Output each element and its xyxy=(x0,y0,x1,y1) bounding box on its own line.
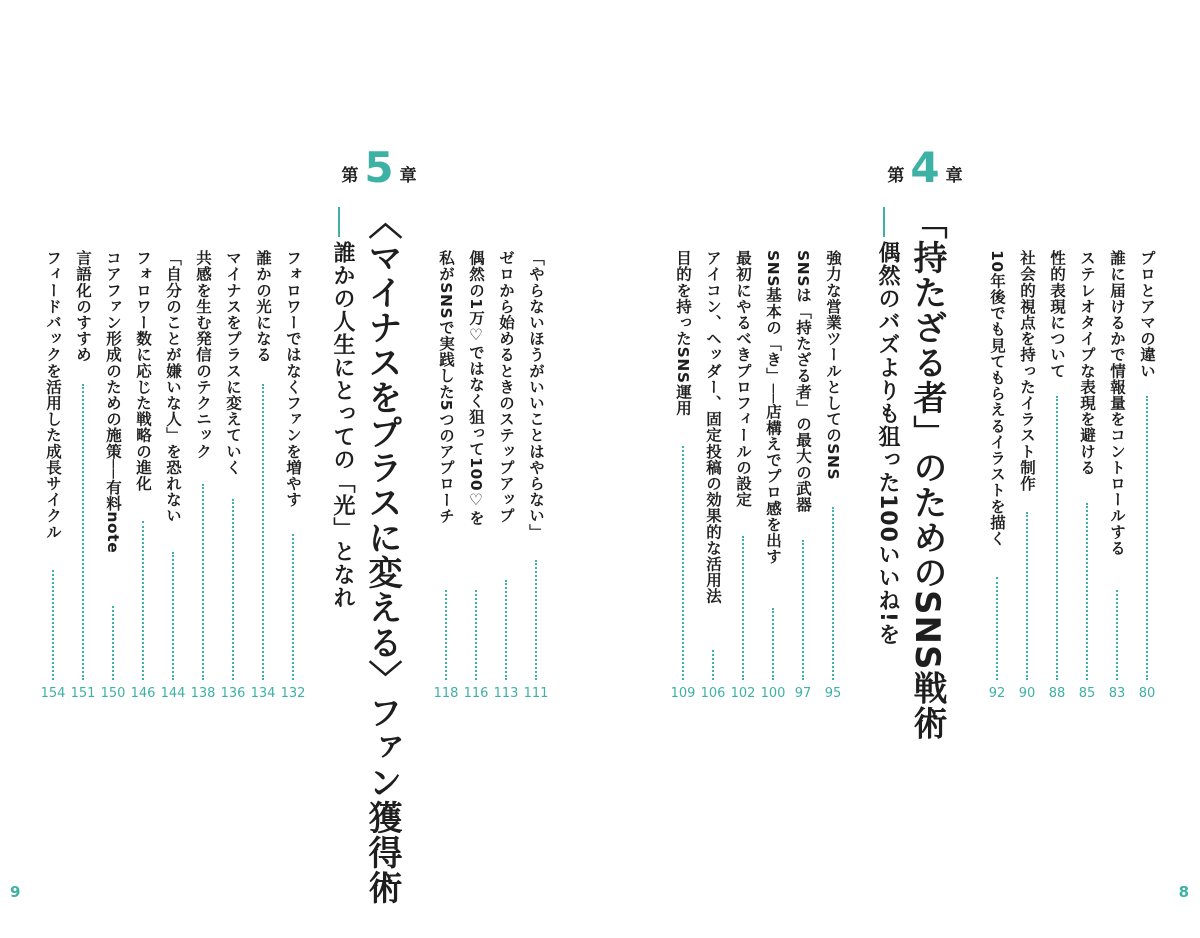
leader-dots xyxy=(996,577,998,680)
entry-page: 100 xyxy=(760,686,786,701)
entry-title: アイコン、ヘッダー、固定投稿の効果的な活用法 xyxy=(704,250,722,605)
entry-title: SNSは「持たざる者」の最大の武器 xyxy=(794,250,812,513)
page-number-right: 8 xyxy=(1178,883,1189,901)
entry-title: 目的を持ったSNS運用 xyxy=(674,250,692,416)
entry[interactable] xyxy=(702,250,724,702)
subtitle-dash xyxy=(338,207,340,237)
entry-title: 性的表現について xyxy=(1048,250,1066,379)
entry-title: ゼロから始めるときのステップアップ xyxy=(497,250,515,524)
entry[interactable] xyxy=(1136,250,1158,702)
leader-dots xyxy=(1116,590,1118,680)
entry-page: 116 xyxy=(463,686,489,701)
entry-title: 誰に届けるかで情報量をコントロールする xyxy=(1108,250,1126,556)
entry-title: 偶然の1万♡ではなく狙って100♡を xyxy=(467,250,485,526)
entry-page: 150 xyxy=(100,686,126,701)
entry[interactable] xyxy=(465,250,487,702)
page-number-left: 9 xyxy=(10,883,21,901)
chapter-prefix: 第 xyxy=(887,166,905,186)
chapter-number: 4 xyxy=(910,143,940,192)
leader-dots xyxy=(772,608,774,680)
entry-title: 私がSNSで実践した5つのアプローチ xyxy=(437,250,455,524)
entry-title: 最初にやるべきプロフィールの設定 xyxy=(734,250,752,508)
entry-title: フィードバックを活用した成長サイクル xyxy=(44,250,62,540)
entry-page: 109 xyxy=(670,686,696,701)
entry[interactable] xyxy=(72,250,94,702)
entry[interactable] xyxy=(1016,250,1038,702)
entry[interactable] xyxy=(525,250,547,702)
chapter-4-title: 「持たざる者」のためのSNS戦術 xyxy=(907,205,947,741)
entry-page: 136 xyxy=(220,686,246,701)
leader-dots xyxy=(52,570,54,680)
chapter-5-subtitle: 誰かの人生にとっての「光」となれ xyxy=(330,241,355,609)
entry-page: 132 xyxy=(280,686,306,701)
subtitle-dash xyxy=(883,207,885,237)
entry[interactable] xyxy=(222,250,244,702)
entry[interactable] xyxy=(252,250,274,702)
leader-dots xyxy=(292,534,294,680)
entry[interactable] xyxy=(986,250,1008,702)
entry-title: 誰かの光になる xyxy=(254,250,272,363)
entry-title: 共感を生む発信のテクニック xyxy=(194,250,212,460)
entry-title: プロとアマの違い xyxy=(1138,250,1156,379)
entry-page: 144 xyxy=(160,686,186,701)
leader-dots xyxy=(202,484,204,680)
entry[interactable] xyxy=(822,250,844,702)
leader-dots xyxy=(1146,396,1148,680)
entry-title: 「やらないほうがいいことはやらない」 xyxy=(527,250,545,540)
entry-page: 97 xyxy=(794,686,812,701)
entry-page: 80 xyxy=(1138,686,1156,701)
entry[interactable] xyxy=(495,250,517,702)
entry-page: 106 xyxy=(700,686,726,701)
leader-dots xyxy=(1026,512,1028,680)
entry-page: 85 xyxy=(1078,686,1096,701)
entry[interactable] xyxy=(792,250,814,702)
entry[interactable] xyxy=(162,250,184,702)
chapter-5-label xyxy=(329,143,429,192)
entry[interactable] xyxy=(1046,250,1068,702)
entry-title: コアファン形成のための施策──有料note xyxy=(104,250,122,554)
entry-page: 154 xyxy=(40,686,66,701)
leader-dots xyxy=(112,606,114,680)
entry-page: 83 xyxy=(1108,686,1126,701)
leader-dots xyxy=(505,580,507,680)
leader-dots xyxy=(475,590,477,680)
entry[interactable] xyxy=(1106,250,1128,702)
entry-page: 88 xyxy=(1048,686,1066,701)
chapter-prefix: 第 xyxy=(341,166,359,186)
chapter-4-subtitle: 偶然のバズよりも狙った100いいね!を xyxy=(875,241,900,646)
entry-page: 146 xyxy=(130,686,156,701)
leader-dots xyxy=(742,536,744,680)
leader-dots xyxy=(262,384,264,680)
entry[interactable] xyxy=(132,250,154,702)
chapter-4-label xyxy=(875,143,975,192)
leader-dots xyxy=(1056,396,1058,680)
entry[interactable] xyxy=(762,250,784,702)
entry[interactable] xyxy=(42,250,64,702)
leader-dots xyxy=(712,650,714,680)
entry[interactable] xyxy=(1076,250,1098,702)
leader-dots xyxy=(535,560,537,680)
entry-page: 92 xyxy=(988,686,1006,701)
chapter-number: 5 xyxy=(364,143,394,192)
entry-page: 95 xyxy=(824,686,842,701)
entry[interactable] xyxy=(732,250,754,702)
leader-dots xyxy=(232,499,234,680)
chapter-suffix: 章 xyxy=(945,166,963,186)
leader-dots xyxy=(142,521,144,680)
entry-title: フォロワー数に応じた戦略の進化 xyxy=(134,250,152,492)
entry-page: 111 xyxy=(523,686,549,701)
entry-page: 118 xyxy=(433,686,459,701)
entry-page: 134 xyxy=(250,686,276,701)
leader-dots xyxy=(682,446,684,680)
entry-title: 社会的視点を持ったイラスト制作 xyxy=(1018,250,1036,492)
entry[interactable] xyxy=(435,250,457,702)
leader-dots xyxy=(172,552,174,680)
entry-title: マイナスをプラスに変えていく xyxy=(224,250,242,476)
entry-title: ステレオタイプな表現を避ける xyxy=(1078,250,1096,476)
entry[interactable] xyxy=(672,250,694,702)
entry-title: 言語化のすすめ xyxy=(74,250,92,363)
entry[interactable] xyxy=(192,250,214,702)
entry-title: フォロワーではなくファンを増やす xyxy=(284,250,302,508)
entry-title: 「自分のことが嫌いな人」を恐れない xyxy=(164,250,182,524)
leader-dots xyxy=(832,507,834,680)
leader-dots xyxy=(82,384,84,680)
entry-page: 90 xyxy=(1018,686,1036,701)
entry-page: 113 xyxy=(493,686,519,701)
leader-dots xyxy=(802,540,804,680)
entry-page: 138 xyxy=(190,686,216,701)
leader-dots xyxy=(1086,503,1088,680)
entry[interactable] xyxy=(282,250,304,702)
entry-title: 強力な営業ツールとしてのSNS xyxy=(824,250,842,481)
entry[interactable] xyxy=(102,250,124,702)
entry-title: SNS基本の「き」──店構えでプロ感を出す xyxy=(764,250,782,565)
entry-page: 102 xyxy=(730,686,756,701)
chapter-suffix: 章 xyxy=(399,166,417,186)
chapter-5-title: 〈マイナスをプラスに変える〉ファン獲得術 xyxy=(362,205,402,905)
entry-page: 151 xyxy=(70,686,96,701)
leader-dots xyxy=(445,590,447,680)
entry-title: 10年後でも見てもらえるイラストを描く xyxy=(988,250,1006,547)
